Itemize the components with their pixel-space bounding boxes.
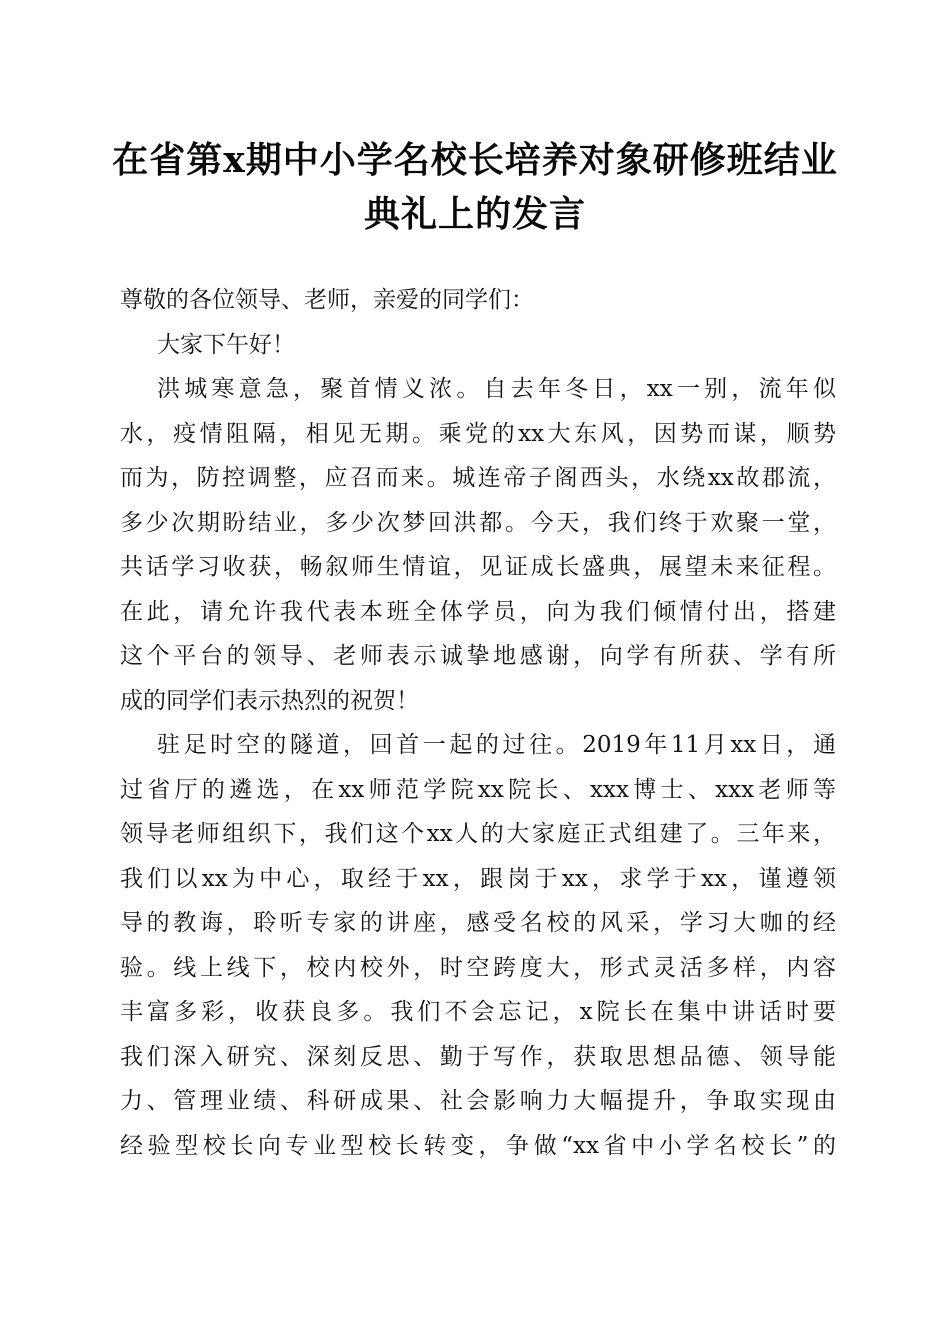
paragraph-2-line: 驻足时空的隧道，回首一起的过往。2019年11月xx日，通 (157, 732, 836, 758)
paragraph-2-line: 经验型校长向专业型校长转变，争做“xx省中小学名校长”的 (120, 1132, 836, 1159)
paragraph-2-line: 验。线上线下，校内校外，时空跨度大，形式灵活多样，内容 (120, 954, 836, 981)
document-title (110, 133, 840, 241)
paragraph-1-line: 这个平台的领导、老师表示诚挚地感谢，向学有所获、学有所 (120, 643, 836, 669)
paragraph-1-line: 多少次期盼结业，多少次梦回洪都。今天，我们终于欢聚一堂， (120, 509, 836, 536)
paragraph-2-line: 我们深入研究、深刻反思、勤于写作，获取思想品德、领导能 (120, 1043, 836, 1070)
paragraph-2-line: 力、管理业绩、科研成果、社会影响力大幅提升，争取实现由 (120, 1088, 836, 1114)
document-body (120, 278, 836, 1168)
paragraph-1-line: 洪城寒意急，聚首情义浓。自去年冬日，xx一别，流年似 (157, 376, 836, 402)
title-line-2: 典礼上的发言 (363, 193, 586, 235)
paragraph-2-line: 丰富多彩，收获良多。我们不会忘记，x院长在集中讲话时要 (120, 999, 836, 1025)
title-line-1: 在省第x期中小学名校长培养对象研修班结业 (112, 139, 838, 181)
paragraph-1-line: 成的同学们表示热烈的祝贺！ (120, 687, 419, 714)
paragraph-1-line: 水，疫情阻隔，相见无期。乘党的xx大东风，因势而谋，顺势 (120, 420, 836, 447)
paragraph-1-line: 而为，防控调整，应召而来。城连帝子阁西头，水绕xx故郡流， (120, 465, 836, 491)
paragraph-2-line: 过省厅的遴选，在xx师范学院xx院长、xxx博士、xxx老师等 (120, 776, 836, 803)
paragraph-1-line: 共话学习收获，畅叙师生情谊，见证成长盛典，展望未来征程。 (120, 554, 836, 580)
greeting: 大家下午好！ (157, 331, 295, 358)
salutation: 尊敬的各位领导、老师，亲爱的同学们： (120, 287, 534, 313)
paragraph-1-line: 在此，请允许我代表本班全体学员，向为我们倾情付出，搭建 (120, 598, 836, 625)
paragraph-2-line: 我们以xx为中心，取经于xx，跟岗于xx，求学于xx，谨遵领 (120, 865, 836, 892)
paragraph-2-line: 领导老师组织下，我们这个xx人的大家庭正式组建了。三年来， (120, 821, 836, 847)
paragraph-2-line: 导的教诲，聆听专家的讲座，感受名校的风采，学习大咖的经 (120, 910, 836, 936)
